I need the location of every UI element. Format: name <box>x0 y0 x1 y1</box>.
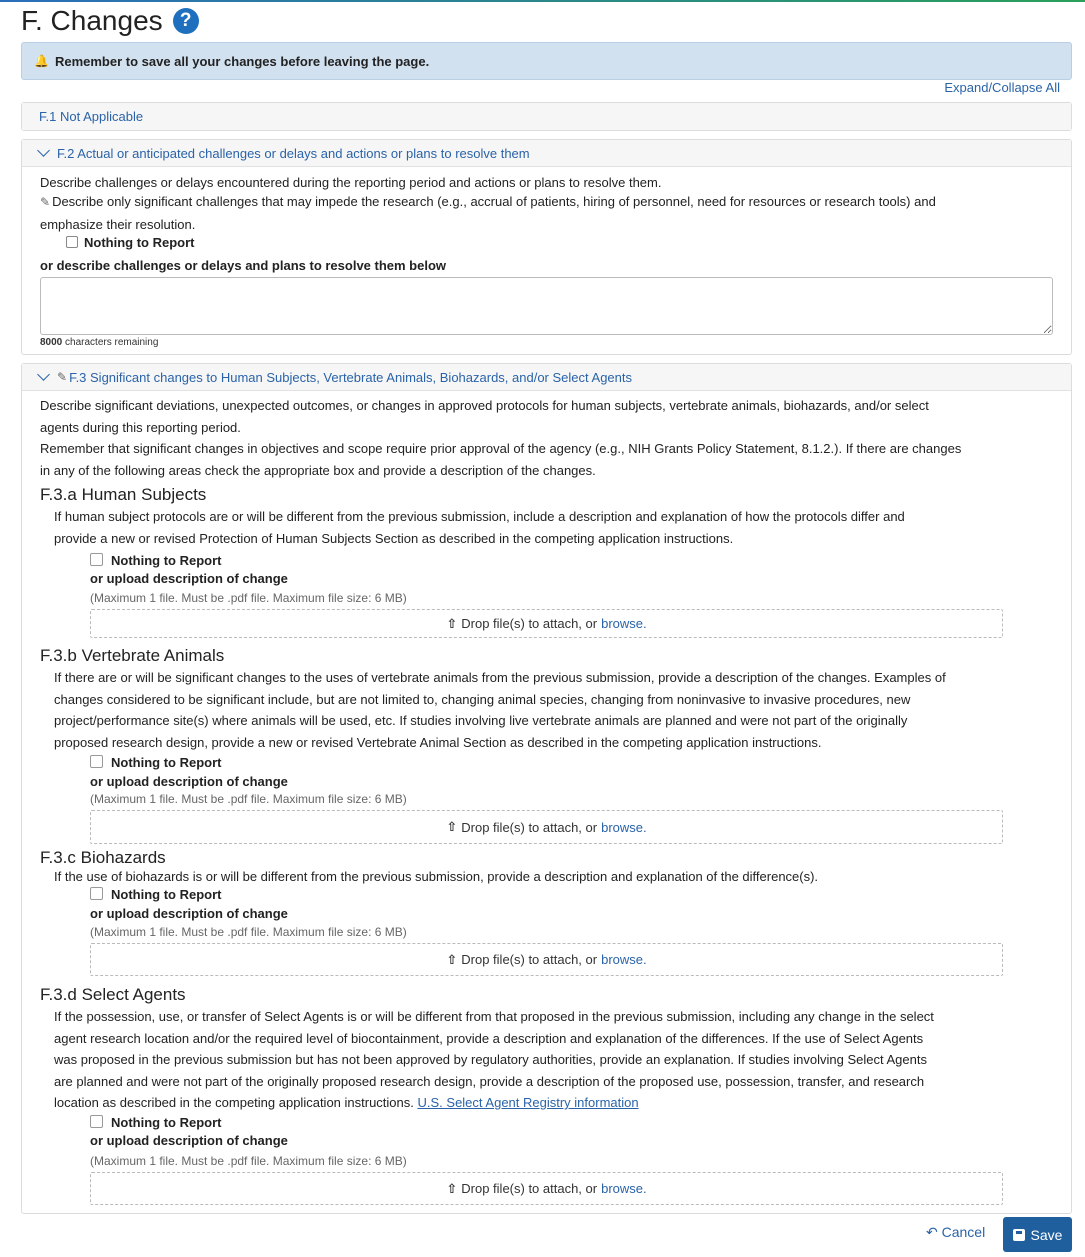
alert-text: Remember to save all your changes before leaving the page. <box>54 53 430 69</box>
f3d-nothing-to-report[interactable] <box>90 1115 221 1130</box>
panel-f2 <box>21 139 1072 355</box>
panel-f2-label: F.2 Actual or anticipated challenges or delays and actions or plans to resolve them <box>57 145 530 161</box>
pencil-icon: ✎ <box>57 370 68 384</box>
f2-chars-count: 8000 <box>40 337 63 348</box>
f3c-file-note: (Maximum 1 file. Must be .pdf file. Maximum file size: 6 MB) <box>90 925 407 939</box>
f3b-desc-line: changes considered to be significant include, but are not limited to, changing animal species, changing from noninvasive to invasive procedures, new <box>54 691 911 707</box>
upload-icon: ⇧ <box>446 1180 458 1196</box>
page-title-text: F. Changes <box>21 5 163 36</box>
upload-icon: ⇧ <box>446 615 458 631</box>
f3b-file-dropzone[interactable] <box>90 810 1003 844</box>
f2-nothing-label: Nothing to Report <box>84 235 195 250</box>
f3c-desc-line: If the use of biohazards is or will be different from the previous submission, provide a description and explanation of the difference(s). <box>54 869 819 884</box>
f3-desc-line: Describe significant deviations, unexpected outcomes, or changes in approved protocols for human subjects, vertebrate animals, biohazards, and/or select <box>40 398 929 413</box>
panel-f3 <box>21 363 1072 1214</box>
f3d-drop-text: Drop file(s) to attach, or <box>461 1181 598 1196</box>
expand-collapse-all-link[interactable]: Expand/Collapse All <box>944 80 1060 95</box>
upload-icon: ⇧ <box>446 819 458 834</box>
f3a-browse-link[interactable]: browse. <box>601 616 647 631</box>
f2-nothing-checkbox[interactable] <box>66 236 78 248</box>
f3b-nothing-checkbox[interactable] <box>90 755 103 768</box>
panel-f1-label: F.1 Not Applicable <box>39 109 144 124</box>
panel-f2-header[interactable] <box>22 140 1071 167</box>
f3c-upload-label: or upload description of change <box>90 906 288 921</box>
f3a-desc-line: provide a new or revised Protection of Human Subjects Section as described in the competing application instructions. <box>54 530 734 546</box>
f3b-nothing-to-report[interactable] <box>90 755 221 770</box>
f3a-description <box>54 506 905 549</box>
f3d-upload-label: or upload description of change <box>90 1133 288 1148</box>
panel-f3-label: F.3 Significant changes to Human Subjects, Vertebrate Animals, Biohazards, and/or Select Agents <box>69 369 632 385</box>
f3c-browse-link[interactable]: browse. <box>601 952 647 967</box>
bell-icon: 🔔 <box>34 54 49 68</box>
f3a-nothing-label: Nothing to Report <box>111 553 222 568</box>
f2-chars-suffix: characters remaining <box>65 337 159 348</box>
f2-or-describe-label: or describe challenges or delays and plans to resolve them below <box>40 258 447 273</box>
f3b-upload-label: or upload description of change <box>90 774 288 789</box>
f3d-desc-line: was proposed in the previous submission but has not been approved by regulatory authorities, provide an explanation. If studies involving Select Agents <box>54 1052 927 1067</box>
save-button[interactable] <box>1003 1217 1072 1252</box>
f3-desc-line: agents during this reporting period. <box>40 419 241 435</box>
f2-desc-line1: Describe challenges or delays encountered during the reporting period and actions or plans to resolve them. <box>40 175 662 190</box>
f3d-desc-line: location as described in the competing application instructions. <box>54 1095 414 1110</box>
chevron-down-icon <box>37 144 50 157</box>
select-agent-registry-link[interactable]: U.S. Select Agent Registry information <box>417 1095 639 1110</box>
help-icon[interactable]: ? <box>173 8 199 34</box>
f3b-title: F.3.b Vertebrate Animals <box>40 646 225 665</box>
f3a-title: F.3.a Human Subjects <box>40 485 207 504</box>
f3a-file-note: (Maximum 1 file. Must be .pdf file. Maximum file size: 6 MB) <box>90 591 407 605</box>
f2-nothing-to-report[interactable] <box>66 235 194 250</box>
f3d-title: F.3.d Select Agents <box>40 985 186 1004</box>
panel-f1 <box>21 102 1072 131</box>
f3b-description <box>54 667 946 753</box>
panel-f3-header[interactable] <box>22 364 1071 391</box>
floppy-disk-icon <box>1013 1229 1025 1241</box>
f3a-nothing-checkbox[interactable] <box>90 553 103 566</box>
f2-chars-remaining <box>40 337 158 348</box>
f3b-browse-link[interactable]: browse. <box>601 819 647 835</box>
chevron-down-icon <box>37 368 50 381</box>
f3a-drop-text: Drop file(s) to attach, or <box>461 616 598 631</box>
f3d-desc-line: are planned and were not part of the originally proposed research design, provide a description of the proposed use, possession, transfer, and research <box>54 1073 925 1089</box>
f3d-desc-line: If the possession, use, or transfer of Select Agents is or will be different from that proposed in the previous submission, including any change in the select <box>54 1009 934 1024</box>
f3d-file-dropzone[interactable] <box>90 1172 1003 1205</box>
f2-challenges-textarea[interactable] <box>40 277 1053 335</box>
f3d-desc-line: agent research location and/or the required level of biocontainment, provide a description and explanation of the differences. If the use of Select Agents <box>54 1030 924 1046</box>
f3a-nothing-to-report[interactable] <box>90 553 221 568</box>
f3b-file-note: (Maximum 1 file. Must be .pdf file. Maximum file size: 6 MB) <box>90 792 407 806</box>
f3b-desc-line: proposed research design, provide a new or revised Vertebrate Animal Section as described in the competing application instructions. <box>54 734 822 750</box>
top-accent-line <box>0 0 1085 2</box>
panel-f1-header[interactable] <box>22 103 1071 130</box>
f3d-browse-link[interactable]: browse. <box>601 1181 647 1196</box>
f3-desc-line: Remember that significant changes in objectives and scope require prior approval of the agency (e.g., NIH Grants Policy Statement, 8.1.2.). If there are changes <box>40 441 962 456</box>
f3b-nothing-label: Nothing to Report <box>111 755 222 770</box>
f3c-drop-text: Drop file(s) to attach, or <box>461 952 598 967</box>
f2-guidance <box>40 191 936 235</box>
f3b-drop-text: Drop file(s) to attach, or <box>461 819 598 835</box>
upload-icon: ⇧ <box>446 951 458 967</box>
undo-icon: ↶ <box>926 1224 938 1240</box>
f3c-file-dropzone[interactable] <box>90 943 1003 976</box>
f3a-file-dropzone[interactable] <box>90 609 1003 638</box>
save-label: Save <box>1030 1226 1063 1243</box>
page-title <box>21 5 199 37</box>
cancel-label: Cancel <box>941 1224 986 1240</box>
f3c-nothing-checkbox[interactable] <box>90 887 103 900</box>
f3b-desc-line: project/performance site(s) where animals will be used, etc. If studies involving live vertebrate animals are planned and were not part of the originally <box>54 713 908 728</box>
f3b-desc-line: If there are or will be significant changes to the uses of vertebrate animals from the previous submission, provide a description of the changes. Examples of <box>54 670 946 685</box>
f2-desc-line2: Describe only significant challenges that may impede the research (e.g., accrual of patients, hiring of personnel, need for resources or research tools) and <box>52 194 936 209</box>
f3a-desc-line: If human subject protocols are or will be different from the previous submission, include a description and explanation of how the protocols differ and <box>54 509 905 524</box>
f3a-upload-label: or upload description of change <box>90 571 288 586</box>
cancel-button[interactable] <box>926 1224 985 1241</box>
pencil-icon: ✎ <box>40 195 51 209</box>
f3d-description <box>54 1006 934 1114</box>
f2-desc-line3: emphasize their resolution. <box>40 216 196 232</box>
f3c-description <box>54 866 818 888</box>
f3-desc-line: in any of the following areas check the appropriate box and provide a description of the changes. <box>40 462 596 478</box>
f3c-nothing-label: Nothing to Report <box>111 887 222 902</box>
f3d-nothing-checkbox[interactable] <box>90 1115 103 1128</box>
f3d-file-note: (Maximum 1 file. Must be .pdf file. Maximum file size: 6 MB) <box>90 1154 407 1168</box>
f3d-nothing-label: Nothing to Report <box>111 1115 222 1130</box>
save-reminder-alert <box>21 42 1072 80</box>
f3c-nothing-to-report[interactable] <box>90 887 221 902</box>
f3c-title: F.3.c Biohazards <box>40 848 166 867</box>
f3-description <box>40 395 961 481</box>
